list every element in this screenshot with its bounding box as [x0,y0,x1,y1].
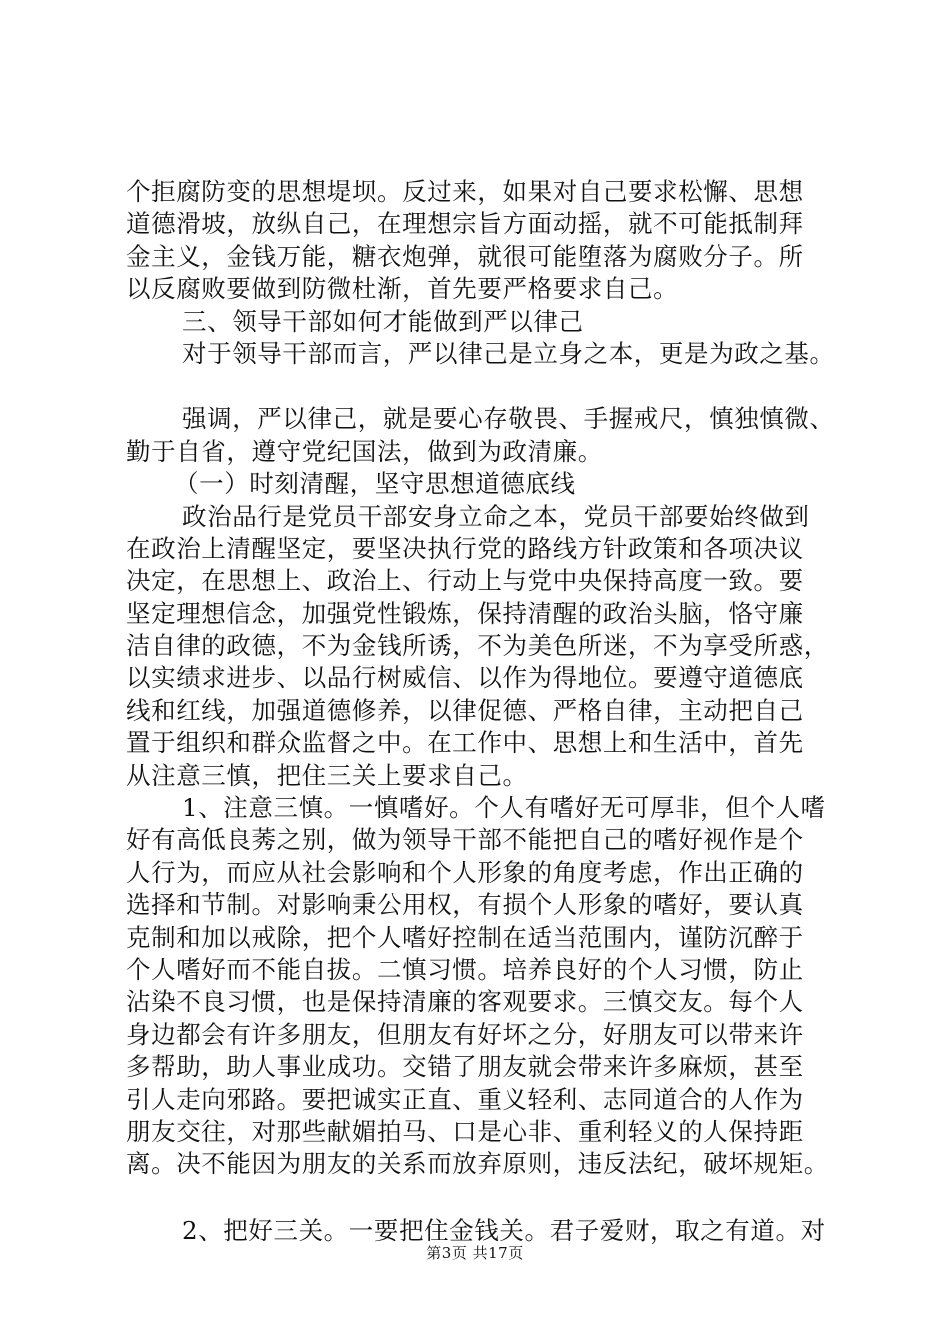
text-line: 金主义，金钱万能，糖衣炮弹，就很可能堕落为腐败分子。所 [126,241,804,271]
text-line: 朋友交往，对那些献媚拍马、口是心非、重利轻义的人保持距 [126,1116,804,1146]
text-line: 对于领导干部而言，严以律己是立身之本，更是为政之基。 [182,338,835,368]
text-line: 离。决不能因为朋友的关系而放弃原则，违反法纪，破坏规矩。 [126,1149,829,1179]
text-line: 道德滑坡，放纵自己，在理想宗旨方面动摇，就不可能抵制拜 [126,209,804,239]
text-line: 勤于自省，遵守党纪国法，做到为政清廉。 [126,436,603,466]
text-line: 以反腐败要做到防微杜渐，首先要严格要求自己。 [126,274,679,304]
text-line: 以实绩求进步、以品行树威信、以作为得地位。要遵守道德底 [126,663,804,693]
text-line: 置于组织和群众监督之中。在工作中、思想上和生活中，首先 [126,728,804,758]
text-line: 从注意三慎，把住三关上要求自己。 [126,760,528,790]
text-line: 个拒腐防变的思想堤坝。反过来，如果对自己要求松懈、思想 [126,177,804,206]
text-line: 沾染不良习惯，也是保持清廉的客观要求。三慎交友。每个人 [126,987,804,1017]
text-line: 引人走向邪路。要把诚实正直、重义轻利、志同道合的人作为 [126,1084,804,1114]
text-line: 身边都会有许多朋友，但朋友有好坏之分，好朋友可以带来许 [126,1019,804,1049]
text-line: 选择和节制。对影响秉公用权，有损个人形象的嗜好，要认真 [126,890,804,920]
text-line: 多帮助，助人事业成功。交错了朋友就会带来许多麻烦，甚至 [126,1052,804,1082]
text-line: 人行为，而应从社会影响和个人形象的角度考虑，作出正确的 [126,857,804,887]
paragraph-gap [126,1181,846,1215]
text-line: 强调，严以律己，就是要心存敬畏、手握戒尺，慎独慎微、 [182,404,835,434]
text-line: 洁自律的政德，不为金钱所诱，不为美色所迷，不为享受所惑， [126,631,829,661]
page-footer [0,1243,950,1263]
document-body [126,176,846,1247]
text-line: 个人嗜好而不能自拔。二慎习惯。培养良好的个人习惯，防止 [126,954,804,984]
section-heading: 三、领导干部如何才能做到严以律己 [182,306,584,336]
text-line: 政治品行是党员干部安身立命之本，党员干部要始终做到 [182,501,810,531]
text-line: 1、注意三慎。一慎嗜好。个人有嗜好无可厚非，但个人嗜 [182,793,826,823]
text-line: 决定，在思想上、政治上、行动上与党中央保持高度一致。要 [126,566,804,596]
text-line: 坚定理想信念，加强党性锻炼，保持清醒的政治头脑，恪守廉 [126,598,804,628]
text-line: 线和红线，加强道德修养，以律促德、严格自律，主动把自己 [126,695,804,725]
page-number-label: 第3页 共17页 [426,1244,524,1262]
text-line: 2、把好三关。一要把住金钱关。君子爱财，取之有道。对 [182,1215,826,1245]
text-line: 好有高低良莠之别，做为领导干部不能把自己的嗜好视作是个 [126,825,804,855]
subsection-heading: （一）时刻清醒，坚守思想道德底线 [174,469,576,499]
paragraph-gap [126,370,846,403]
text-line: 在政治上清醒坚定，要坚决执行党的路线方针政策和各项决议 [126,533,804,563]
text-line: 克制和加以戒除，把个人嗜好控制在适当范围内，谨防沉醉于 [126,922,804,952]
